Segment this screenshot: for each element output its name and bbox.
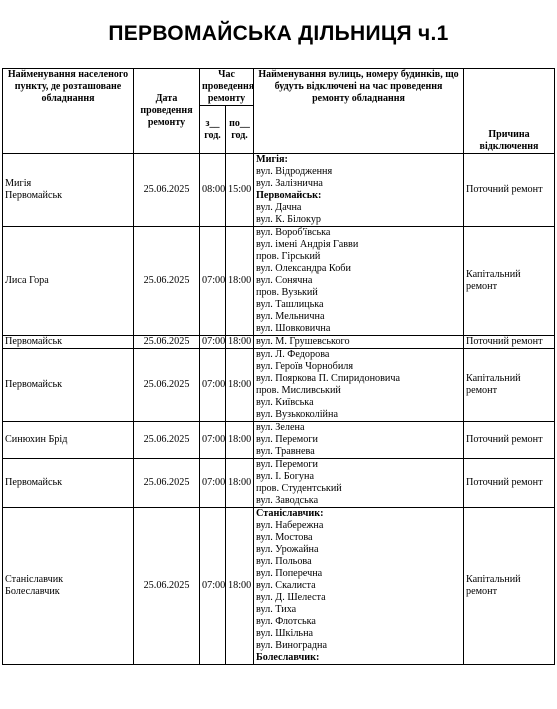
- place-name: Синюхин Брід: [5, 434, 68, 445]
- cell-date: 25.06.2025: [134, 508, 200, 665]
- cell-streets: [254, 422, 464, 459]
- place-name: Первомайськ: [5, 190, 63, 201]
- header-date: Дата проведення ремонту: [134, 69, 200, 154]
- cell-reason: Капітальний ремонт: [464, 349, 555, 422]
- table-row: [3, 459, 555, 508]
- table-row: [3, 349, 555, 422]
- cell-time-to: 18:00: [226, 459, 254, 508]
- street-name: вул. Сонячна: [256, 275, 313, 286]
- place-name: Болеславчик: [5, 586, 60, 597]
- place-name: Первомайськ: [5, 379, 63, 390]
- street-name: вул. Пояркова П. Спиридоновича: [256, 373, 401, 384]
- street-name: вул. Вороб'ївська: [256, 227, 331, 238]
- street-name: вул. Виноградна: [256, 640, 328, 651]
- cell-streets: [254, 227, 464, 336]
- cell-date: 25.06.2025: [134, 349, 200, 422]
- street-name: вул. Зелена: [256, 422, 305, 433]
- locality-heading: Станіславчик:: [256, 508, 324, 519]
- street-name: вул. Тиха: [256, 604, 297, 615]
- street-name: вул. Урожайна: [256, 544, 319, 555]
- place-name: Станіславчик: [5, 574, 64, 585]
- street-name: вул. Мельнична: [256, 311, 325, 322]
- street-name: вул. І. Богуна: [256, 471, 314, 482]
- street-name: пров. Мисливський: [256, 385, 341, 396]
- cell-time-from: 07:00: [200, 349, 226, 422]
- table-row: [3, 508, 555, 665]
- street-name: вул. Героїв Чорнобиля: [256, 361, 354, 372]
- cell-reason: Поточний ремонт: [464, 422, 555, 459]
- street-name: вул. Заводська: [256, 495, 319, 506]
- cell-place: [3, 422, 134, 459]
- table-body: [3, 154, 555, 665]
- street-name: вул. Шовковична: [256, 323, 331, 334]
- street-name: вул. Відродження: [256, 166, 333, 177]
- cell-place: [3, 349, 134, 422]
- cell-reason: Поточний ремонт: [464, 336, 555, 349]
- cell-reason: Капітальний ремонт: [464, 227, 555, 336]
- cell-time-from: 07:00: [200, 422, 226, 459]
- street-name: вул. Д. Шелеста: [256, 592, 326, 603]
- street-name: вул. Дачна: [256, 202, 302, 213]
- cell-time-from: 07:00: [200, 336, 226, 349]
- place-name: Мигія: [5, 178, 32, 189]
- street-name: вул. Л. Федорова: [256, 349, 330, 360]
- cell-time-from: 08:00: [200, 154, 226, 227]
- cell-streets: [254, 349, 464, 422]
- place-name: Первомайськ: [5, 477, 63, 488]
- street-name: вул. Перемоги: [256, 459, 318, 470]
- table-row: [3, 336, 555, 349]
- cell-time-to: 15:00: [226, 154, 254, 227]
- street-name: вул. Травнева: [256, 446, 315, 457]
- cell-streets: [254, 508, 464, 665]
- locality-heading: Болеславчик:: [256, 652, 320, 663]
- table-row: [3, 422, 555, 459]
- street-name: вул. Перемоги: [256, 434, 318, 445]
- cell-date: 25.06.2025: [134, 227, 200, 336]
- cell-time-from: 07:00: [200, 459, 226, 508]
- outage-schedule-table: [2, 68, 555, 665]
- cell-place: [3, 154, 134, 227]
- cell-time-to: 18:00: [226, 227, 254, 336]
- street-name: вул. Скалиста: [256, 580, 316, 591]
- street-name: вул. імені Андрія Гавви: [256, 239, 359, 250]
- table-row: [3, 227, 555, 336]
- street-name: вул. Поперечна: [256, 568, 323, 579]
- cell-place: [3, 227, 134, 336]
- locality-heading: Мигія:: [256, 154, 288, 165]
- place-name: Лиса Гора: [5, 275, 49, 286]
- locality-heading: Первомайськ:: [256, 190, 322, 201]
- cell-reason: Капітальний ремонт: [464, 508, 555, 665]
- street-name: вул. Флотська: [256, 616, 316, 627]
- table-row: [3, 154, 555, 227]
- street-name: вул. Вузькоколійна: [256, 409, 338, 420]
- street-name: пров. Гірський: [256, 251, 321, 262]
- street-name: вул. К. Білокур: [256, 214, 322, 225]
- street-name: вул. М. Грушевського: [256, 336, 350, 347]
- street-name: вул. Залізнична: [256, 178, 323, 189]
- cell-date: 25.06.2025: [134, 459, 200, 508]
- street-name: вул. Мостова: [256, 532, 313, 543]
- cell-time-to: 18:00: [226, 349, 254, 422]
- cell-reason: Поточний ремонт: [464, 459, 555, 508]
- street-name: вул. Шкільна: [256, 628, 314, 639]
- header-to: по__ год.: [226, 106, 254, 154]
- cell-time-from: 07:00: [200, 508, 226, 665]
- header-time: Час проведення ремонту: [200, 69, 254, 106]
- cell-time-to: 18:00: [226, 336, 254, 349]
- cell-time-from: 07:00: [200, 227, 226, 336]
- street-name: вул. Набережна: [256, 520, 324, 531]
- cell-time-to: 18:00: [226, 508, 254, 665]
- cell-date: 25.06.2025: [134, 336, 200, 349]
- street-name: вул. Польова: [256, 556, 312, 567]
- street-name: вул. Київська: [256, 397, 314, 408]
- street-name: вул. Олександра Коби: [256, 263, 351, 274]
- cell-streets: [254, 459, 464, 508]
- place-name: Первомайськ: [5, 336, 63, 347]
- cell-streets: [254, 336, 464, 349]
- header-place: Найменування населеного пункту, де розташоване обладнання: [3, 69, 134, 154]
- header-streets: Найменування вулиць, номеру будинків, що будуть відключені на час проведення ремонту обладнання: [254, 69, 464, 154]
- street-name: пров. Вузький: [256, 287, 318, 298]
- street-name: вул. Ташлицька: [256, 299, 324, 310]
- cell-streets: [254, 154, 464, 227]
- header-reason: Причина відключення: [464, 69, 555, 154]
- cell-date: 25.06.2025: [134, 422, 200, 459]
- street-name: пров. Студентський: [256, 483, 342, 494]
- header-from: з__ год.: [200, 106, 226, 154]
- cell-reason: Поточний ремонт: [464, 154, 555, 227]
- cell-place: [3, 336, 134, 349]
- cell-place: [3, 508, 134, 665]
- cell-time-to: 18:00: [226, 422, 254, 459]
- cell-place: [3, 459, 134, 508]
- cell-date: 25.06.2025: [134, 154, 200, 227]
- page-title: ПЕРВОМАЙСЬКА ДІЛЬНИЦЯ ч.1: [108, 22, 449, 45]
